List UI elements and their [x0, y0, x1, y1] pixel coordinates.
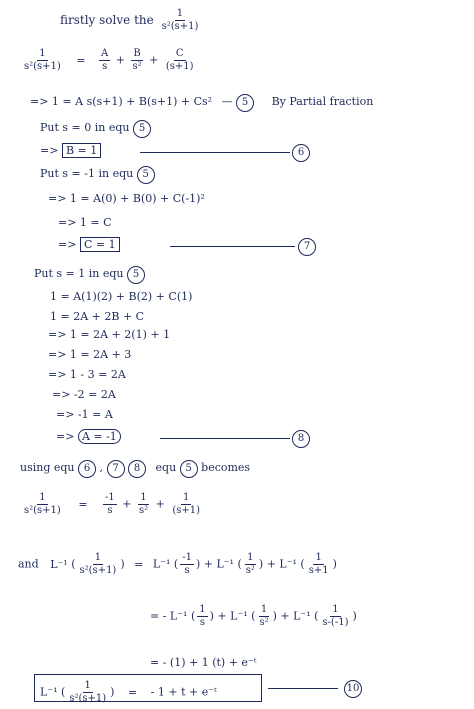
- boxed-result: A = -1: [78, 429, 121, 444]
- note: By Partial fraction: [271, 95, 374, 108]
- boxed-result: B = 1: [62, 143, 101, 158]
- step-line: => -2 = 2A: [52, 388, 116, 401]
- put-s-0: Put s = 0 in equ 5: [40, 120, 151, 138]
- decomposition: $\frac{1}{\text{s²(s+1)}}$ = $\frac{-1}{s}$ + $\frac{1}{\text{s²}}$ + $\frac{1}{(s+1)}$: [24, 492, 201, 516]
- intro-line: [60, 8, 202, 33]
- rule: [140, 152, 290, 153]
- using-equations: using equ 6 , 7 8 equ 5 becomes: [20, 460, 250, 478]
- put-s-1: Put s = 1 in equ 5: [34, 266, 145, 284]
- rule: [268, 688, 338, 689]
- step-line: 1 = 2A + 2B + C: [50, 310, 145, 323]
- step-line: => 1 = 2A + 3: [48, 348, 132, 361]
- boxed-result: C = 1: [80, 237, 120, 252]
- step-line: => -1 = A: [56, 408, 113, 421]
- intro-text: firstly solve the: [60, 13, 154, 27]
- step-line: => 1 = 2A + 2(1) + 1: [48, 328, 171, 341]
- equation-5: => 1 = A s(s+1) + B(s+1) + Cs² — 5 By Partial fraction: [30, 94, 373, 112]
- equation-number: 5: [236, 94, 254, 112]
- step-line: 1 = A(1)(2) + B(2) + C(1): [50, 290, 193, 303]
- rule: [170, 246, 295, 247]
- result-c: => C = 1: [58, 238, 120, 252]
- put-s-neg1: Put s = -1 in equ 5: [40, 166, 155, 184]
- rule: [160, 438, 290, 439]
- laplace-inverse-step: = - L⁻¹ ( $\frac{1}{s}$ ) + L⁻¹ ( $\frac{1}{\text{s²}}$ ) + L⁻¹ ( $\frac{1}{s-(-1)}$ ): [150, 604, 357, 628]
- laplace-inverse: and L⁻¹ ( $\frac{1}{\text{s²(s+1)}}$ ) = L⁻¹ ( $\frac{-1}{s}$ ) + L⁻¹ ( $\frac{1}{\text{s²}}$ ) + L⁻¹ ( $\frac{1}{s+1}$ ): [18, 552, 337, 576]
- laplace-result-step: = - (1) + 1 (t) + e⁻ᵗ: [150, 656, 257, 669]
- step-line: => 1 = A(0) + B(0) + C(-1)²: [48, 192, 205, 205]
- result-a: => A = -1: [56, 430, 121, 444]
- result-b: => B = 1: [40, 144, 101, 158]
- final-answer: L⁻¹ ( $\frac{1}{\text{s²(s+1)}}$ ) = - 1 + t + e⁻ᵗ: [40, 680, 217, 704]
- step-line: => 1 - 3 = 2A: [48, 368, 126, 381]
- step-line: => 1 = C: [58, 216, 112, 229]
- intro-fraction: $\frac{1}{\text{s²(s+1)}}$: [161, 8, 199, 32]
- partial-fraction-setup: $\frac{1}{\text{s²(s+1)}}$ = $\frac{A}{s}$ + $\frac{B}{\text{s²}}$ + $\frac{C}{(s+1)}$: [24, 48, 194, 72]
